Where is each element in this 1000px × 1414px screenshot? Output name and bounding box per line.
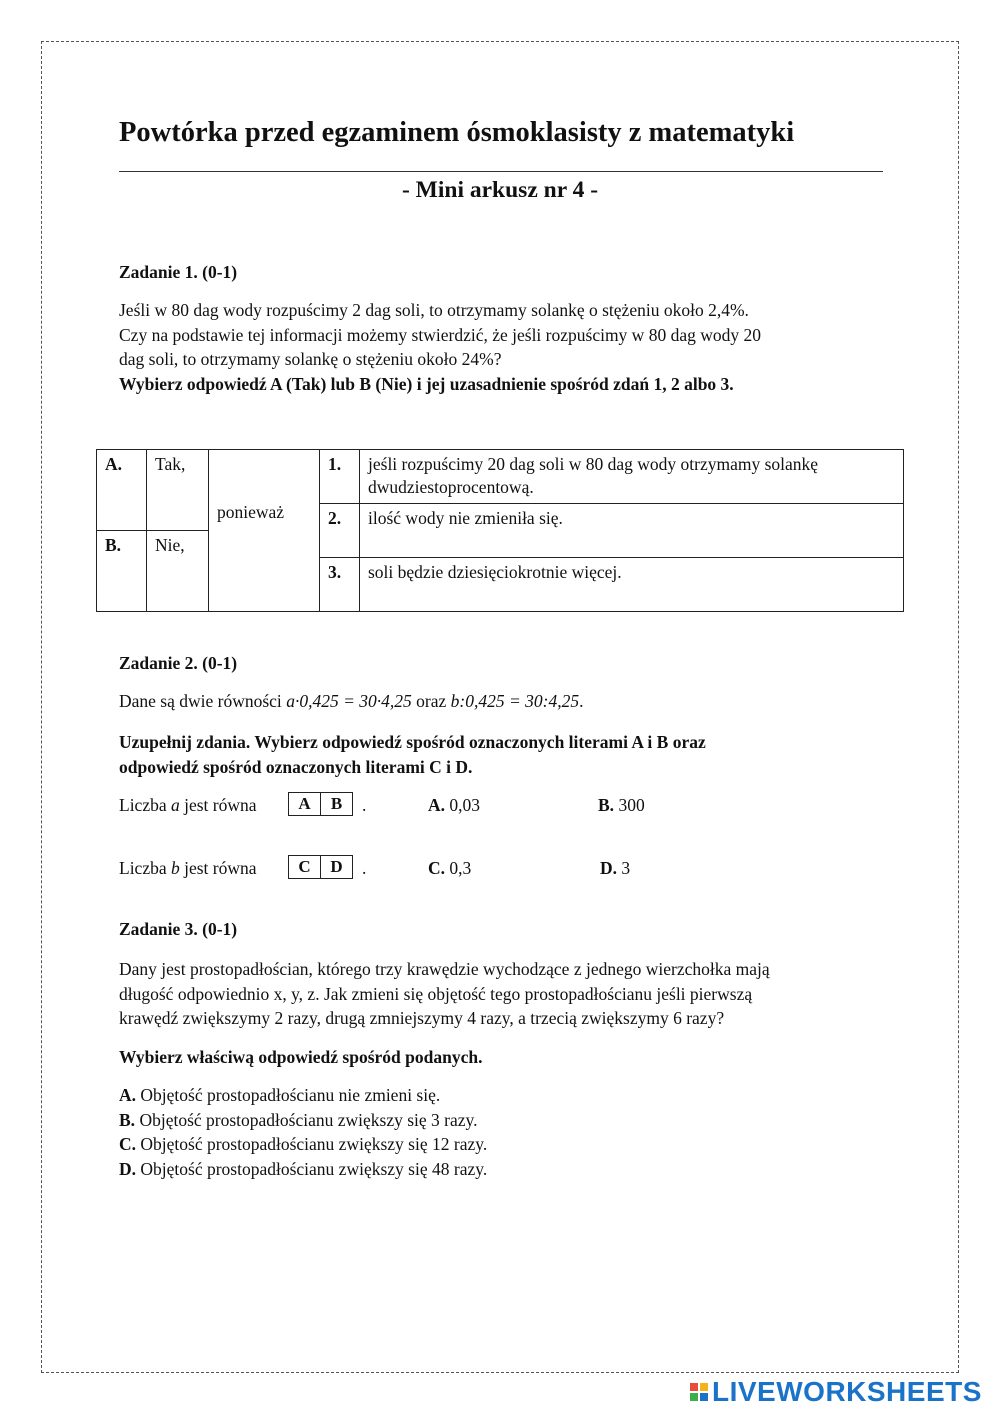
row-b-period: . — [362, 858, 367, 878]
reason-2-num[interactable]: 2. — [320, 504, 360, 558]
option-a-value[interactable]: A. 0,03 — [428, 795, 481, 815]
liveworksheets-logo — [690, 1377, 990, 1407]
task2-row-b-label: Liczba b jest równa — [119, 858, 257, 878]
task3-option-d[interactable]: D. Objętość prostopadłościanu zwiększy się 48 razy. — [119, 1158, 488, 1179]
task3-options — [119, 1083, 487, 1181]
title-divider — [119, 171, 883, 172]
option-a-letter[interactable]: A. — [97, 450, 147, 531]
reason-1-text[interactable]: jeśli rozpuścimy 20 dag soli w 80 dag wody otrzymamy solankę dwudziestoprocentową. — [360, 450, 904, 504]
reason-3-text[interactable]: soli będzie dziesięciokrotnie więcej. — [360, 558, 904, 612]
task3-text: Dany jest prostopadłościan, którego trzy krawędzie wychodzące z jednego wierzchołka mają długość odpowiednio x, y, z. Jak zmieni się objętość tego prostopadłościanu jeśli pierwszą krawędź zwiększymy 2 razy, drugą zmniejszymy 4 razy, a trzecią zwiększymy 6 razy? — [119, 959, 770, 1028]
task2-heading: Zadanie 2. (0-1) — [119, 653, 238, 673]
task3-heading: Zadanie 3. (0-1) — [119, 919, 238, 939]
task1-instruction: Wybierz odpowiedź A (Tak) lub B (Nie) i jej uzasadnienie spośród zdań 1, 2 albo 3. — [119, 373, 734, 394]
equation-b: b:0,425 = 30:4,25 — [450, 691, 580, 711]
task3-option-b[interactable]: B. Objętość prostopadłościanu zwiększy się 3 razy. — [119, 1109, 478, 1130]
task3-instruction: Wybierz właściwą odpowiedź spośród podanych. — [119, 1047, 483, 1067]
task1-text: Jeśli w 80 dag wody rozpuścimy 2 dag soli, to otrzymamy solankę o stężeniu około 2,4%. Czy na podstawie tej informacji możemy stwierdzić, że jeśli rozpuścimy w 80 dag wody 20 dag soli, to otrzymamy solankę o stężeniu około 24%? Wybierz odpowiedź A (Tak) lub B (Nie) i jej uzasadnienie spośród zdań 1, 2 albo 3. — [119, 298, 761, 396]
box-b[interactable]: B — [320, 793, 352, 815]
task3-option-a[interactable]: A. Objętość prostopadłościanu nie zmieni się. — [119, 1085, 441, 1105]
box-c[interactable]: C — [298, 857, 311, 876]
answer-box-ab[interactable] — [288, 792, 353, 816]
option-c-value[interactable]: C. 0,3 — [428, 858, 472, 878]
task1-heading: Zadanie 1. (0-1) — [119, 262, 238, 282]
option-d-value[interactable]: D. 3 — [600, 858, 631, 878]
page-subtitle: - Mini arkusz nr 4 - — [401, 177, 599, 203]
because-cell: ponieważ — [209, 450, 320, 612]
box-a[interactable]: A — [298, 794, 311, 813]
option-b-value[interactable]: B. 300 — [598, 795, 645, 815]
option-b-text[interactable]: Nie, — [147, 531, 209, 612]
option-b-letter[interactable]: B. — [97, 531, 147, 612]
reason-3-num[interactable]: 3. — [320, 558, 360, 612]
option-a-text[interactable]: Tak, — [147, 450, 209, 531]
task2-intro: Dane są dwie równości a·0,425 = 30·4,25 oraz b:0,425 = 30:4,25. — [119, 691, 584, 711]
reason-2-text[interactable]: ilość wody nie zmieniła się. — [360, 504, 904, 558]
box-d[interactable]: D — [320, 856, 352, 878]
page-title: Powtórka przed egzaminem ósmoklasisty z matematyki — [119, 117, 795, 148]
task2-instruction: Uzupełnij zdania. Wybierz odpowiedź spośród oznaczonych literami A i B oraz odpowiedź spośród oznaczonych literami C i D. — [119, 732, 706, 777]
equation-a: a·0,425 = 30·4,25 — [286, 691, 412, 711]
reason-1-num[interactable]: 1. — [320, 450, 360, 504]
logo-mark-icon — [690, 1383, 708, 1401]
task3-option-c[interactable]: C. Objętość prostopadłościanu zwiększy się 12 razy. — [119, 1134, 488, 1154]
logo-text: LIVEWORKSHEETS — [712, 1376, 982, 1407]
task2-row-a-label: Liczba a jest równa — [119, 795, 257, 815]
row-a-period: . — [362, 795, 367, 815]
task1-answer-table — [96, 449, 904, 612]
answer-box-cd[interactable] — [288, 855, 353, 879]
